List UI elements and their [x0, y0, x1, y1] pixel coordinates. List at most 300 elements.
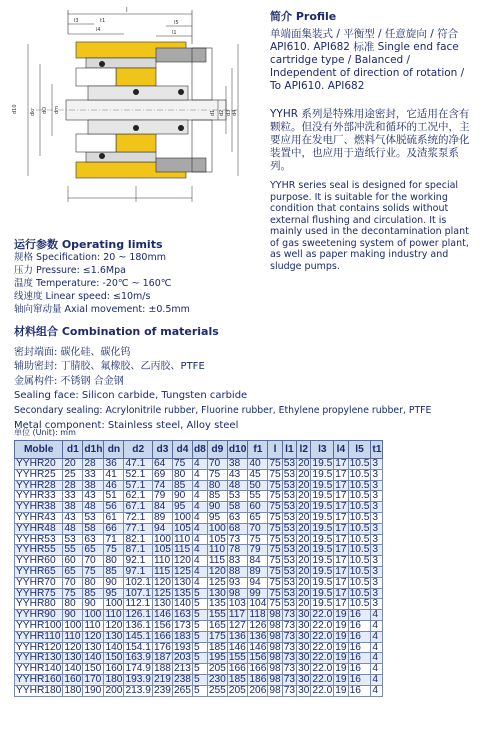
column-header: d1: [63, 441, 83, 459]
table-cell: 4: [371, 664, 383, 675]
table-cell: 10.5: [349, 565, 370, 577]
table-cell: 140: [83, 653, 104, 664]
table-cell: 45: [248, 469, 268, 480]
table-cell: YYHR28: [15, 480, 63, 491]
table-cell: 90: [104, 577, 124, 588]
table-cell: 200: [105, 684, 123, 696]
table-cell: 67.1: [124, 502, 153, 513]
table-cell: 140: [173, 598, 191, 610]
table-cell: 195: [208, 652, 226, 664]
table-cell: 105: [208, 533, 226, 545]
table-cell: 187: [153, 652, 171, 664]
table-cell: 75: [104, 545, 124, 556]
table-cell: 55: [63, 545, 83, 556]
dim-d3: d3: [226, 109, 232, 116]
table-cell: 53: [283, 598, 296, 610]
table-row: [15, 599, 383, 610]
limit-pressure: 压力 Pressure: ≤1.6Mpa: [14, 265, 126, 276]
table-cell: 65: [63, 566, 83, 577]
table-cell: 136: [249, 630, 267, 642]
table-cell: 19.5: [312, 501, 333, 513]
operating-limits: [14, 238, 190, 316]
table-cell: 105: [153, 544, 171, 556]
table-cell: 19.5: [312, 479, 333, 491]
table-cell: 17: [335, 533, 347, 545]
table-cell: 186: [249, 673, 267, 685]
table-cell: 58: [83, 523, 104, 534]
table-cell: 85: [207, 491, 227, 502]
table-cell: 110: [172, 534, 192, 545]
table-cell: 16: [348, 685, 371, 696]
table-cell: 255: [208, 684, 226, 696]
table-cell: 120: [153, 576, 171, 588]
table-cell: 193.9: [125, 673, 151, 685]
table-cell: 19: [335, 673, 347, 685]
table-cell: 73: [283, 609, 296, 621]
table-cell: 57.1: [124, 480, 153, 491]
table-cell: 63: [83, 534, 104, 545]
table-cell: 93: [227, 577, 248, 588]
dim-dm: dm: [54, 105, 60, 114]
table-cell: 19.5: [312, 511, 333, 523]
table-cell: 176: [153, 641, 171, 653]
table-cell: 4: [192, 556, 207, 567]
table-cell: 4: [192, 545, 207, 556]
limit-speed: 线速度 Linear speed: ≤10m/s: [14, 291, 151, 302]
table-cell: 175: [208, 630, 226, 642]
table-row: [15, 523, 383, 534]
column-header: l: [268, 441, 282, 459]
table-cell: 70: [83, 556, 104, 567]
table-cell: 10.5: [349, 555, 370, 567]
table-cell: 98: [269, 609, 281, 621]
table-cell: 115: [207, 556, 227, 567]
table-cell: 53: [283, 555, 296, 567]
table-cell: 155: [208, 609, 226, 621]
table-cell: 94: [152, 523, 172, 534]
table-cell: 265: [173, 684, 191, 696]
table-cell: 110: [63, 631, 83, 642]
dim-l5: l5: [174, 20, 179, 26]
limit-axial: 轴向窜动量 Axial movement: ±0.5mm: [14, 304, 190, 315]
table-cell: 30: [298, 641, 310, 653]
table-cell: YYHR38: [15, 502, 63, 513]
table-cell: 16: [348, 631, 371, 642]
table-cell: 22.0: [312, 684, 333, 696]
table-cell: 19: [335, 641, 347, 653]
table-cell: 43: [63, 512, 83, 523]
table-cell: 5: [192, 599, 207, 610]
dim-d1: d1: [210, 109, 216, 116]
profile-title: 简介 Profile: [270, 10, 337, 23]
table-cell: 80: [63, 599, 83, 610]
table-cell: 3: [371, 534, 383, 545]
column-header: f1: [248, 441, 268, 459]
table-row: [15, 534, 383, 545]
table-cell: 125: [208, 576, 226, 588]
table-cell: 160: [105, 663, 123, 675]
table-cell: 120: [64, 641, 82, 653]
table-cell: 98: [269, 652, 281, 664]
table-cell: 4: [371, 631, 383, 642]
table-cell: 73: [283, 630, 296, 642]
table-cell: 16: [348, 674, 371, 685]
table-cell: 16: [348, 664, 371, 675]
table-cell: 75: [248, 534, 268, 545]
table-cell: 239: [153, 684, 171, 696]
table-row: [15, 610, 383, 621]
material-line: 金属构件: 不锈钢 合金钢: [14, 375, 124, 387]
table-cell: 3: [371, 491, 383, 502]
table-cell: 173: [173, 619, 191, 631]
table-cell: 36: [104, 459, 124, 470]
dim-d4: d4: [232, 109, 238, 116]
seal-cross-section-drawing: [6, 4, 242, 216]
table-cell: 17: [335, 544, 347, 556]
materials: [14, 325, 431, 433]
table-cell: 4: [192, 512, 207, 523]
table-cell: 127: [227, 620, 248, 631]
table-cell: 22.0: [312, 609, 333, 621]
table-cell: 160: [64, 673, 82, 685]
table-cell: 61: [104, 512, 124, 523]
table-cell: 20: [298, 533, 310, 545]
table-cell: 88: [227, 566, 248, 577]
table-cell: 75: [83, 566, 104, 577]
table-cell: 90: [172, 491, 192, 502]
table-cell: 185: [227, 674, 248, 685]
table-cell: 102.1: [125, 576, 151, 588]
table-cell: 28: [63, 480, 83, 491]
table-cell: 17: [335, 501, 347, 513]
table-row: [15, 491, 383, 502]
table-cell: 70: [63, 577, 83, 588]
table-cell: 4: [192, 469, 207, 480]
material-line: Secondary sealing: Acrylonitrile rubber, Fluorine rubber, Ethylene propylene rubber, PTFE: [14, 404, 432, 416]
table-cell: 80: [172, 469, 192, 480]
table-cell: 92.1: [124, 556, 153, 567]
table-cell: 56: [104, 502, 124, 513]
table-cell: 75: [269, 533, 281, 545]
table-row: [15, 566, 383, 577]
table-cell: 75: [269, 501, 281, 513]
table-cell: 117: [227, 610, 248, 621]
table-header-row: [15, 441, 383, 459]
table-cell: 19.5: [312, 555, 333, 567]
table-cell: YYHR48: [15, 523, 63, 534]
table-row: [15, 631, 383, 642]
table-cell: 73: [283, 652, 296, 664]
table-cell: 53: [283, 511, 296, 523]
table-cell: 150: [105, 652, 123, 664]
table-cell: 75: [269, 479, 281, 491]
table-cell: 180: [64, 684, 82, 696]
table-cell: 77.1: [124, 523, 153, 534]
table-cell: 10.5: [349, 468, 370, 480]
table-cell: 16: [348, 610, 371, 621]
table-cell: 95: [207, 512, 227, 523]
table-cell: 17: [335, 479, 347, 491]
table-cell: 10.5: [349, 511, 370, 523]
table-cell: 130: [208, 587, 226, 599]
table-cell: 213: [173, 663, 191, 675]
table-cell: 230: [208, 673, 226, 685]
table-cell: 20: [63, 459, 83, 470]
description-en: YYHR series seal is designed for special purpose. It is suitable for the working condition that contains solids without external flushing and circulation. It is mainly used in the decontamination plant of gas sweetening system of power plant, as well as paper making industry and sludge pumps.: [270, 180, 469, 272]
table-cell: 16: [348, 642, 371, 653]
table-cell: 10.5: [349, 479, 370, 491]
table-cell: 19: [335, 663, 347, 675]
table-cell: 19.5: [312, 533, 333, 545]
table-cell: 53: [63, 534, 83, 545]
table-cell: YYHR60: [15, 556, 63, 567]
table-cell: 4: [371, 642, 383, 653]
table-cell: 166: [153, 630, 171, 642]
table-cell: 5: [192, 674, 207, 685]
table-cell: 5: [192, 610, 207, 621]
table-cell: 154.1: [125, 641, 151, 653]
table-cell: 146: [249, 641, 267, 653]
table-cell: 130: [64, 652, 82, 664]
table-cell: 10.5: [349, 501, 370, 513]
table-row: [15, 588, 383, 599]
table-cell: 193: [173, 641, 191, 653]
table-cell: 213.9: [125, 684, 151, 696]
table-cell: 22.0: [312, 673, 333, 685]
table-cell: 71: [104, 534, 124, 545]
table-cell: 118: [248, 610, 268, 621]
table-cell: 53: [283, 479, 296, 491]
table-cell: 103: [227, 599, 248, 610]
table-cell: 85: [104, 566, 124, 577]
table-cell: 10.5: [349, 490, 370, 502]
table-row: [15, 674, 383, 685]
table-cell: 28: [83, 459, 104, 470]
table-cell: 75: [269, 522, 281, 534]
table-cell: 75: [269, 565, 281, 577]
dim-dkr: dkr: [30, 107, 36, 116]
table-row: [15, 685, 383, 696]
table-cell: 136.1: [125, 619, 151, 631]
materials-title: 材料组合 Combination of materials: [14, 325, 219, 338]
table-cell: 51: [104, 491, 124, 502]
table-cell: 120: [105, 619, 123, 631]
table-cell: 125: [153, 587, 171, 599]
table-cell: 98: [269, 619, 281, 631]
table-cell: 20: [298, 522, 310, 534]
table-cell: 22.0: [312, 663, 333, 675]
table-cell: 22.0: [312, 641, 333, 653]
table-cell: 80: [83, 577, 104, 588]
table-cell: 62.1: [124, 491, 153, 502]
table-cell: 98: [269, 673, 281, 685]
table-cell: 19.5: [312, 490, 333, 502]
table-cell: 75: [269, 490, 281, 502]
table-cell: 163.9: [125, 652, 151, 664]
table-cell: 180: [105, 673, 123, 685]
table-cell: 80: [104, 556, 124, 567]
table-cell: YYHR160: [16, 673, 62, 685]
table-cell: 110: [104, 610, 124, 621]
table-row: [15, 469, 383, 480]
table-cell: 82.1: [124, 534, 153, 545]
table-cell: 68: [227, 523, 248, 534]
table-cell: 105: [173, 522, 191, 534]
table-cell: 38: [63, 502, 83, 513]
column-header: d9: [207, 441, 227, 459]
table-row: [15, 620, 383, 631]
table-cell: 10.5: [349, 544, 370, 556]
table-cell: YYHR25: [15, 469, 63, 480]
table-cell: 5: [192, 653, 207, 664]
table-cell: YYHR75: [15, 588, 63, 599]
table-cell: 203: [173, 652, 191, 664]
table-cell: 52.1: [124, 469, 153, 480]
table-cell: 4: [371, 620, 383, 631]
table-cell: YYHR53: [15, 534, 63, 545]
table-cell: 30: [298, 619, 310, 631]
table-cell: 30: [298, 630, 310, 642]
table-cell: 17: [335, 522, 347, 534]
table-cell: 73: [283, 619, 296, 631]
table-cell: 17: [335, 511, 347, 523]
table-cell: 17: [335, 587, 347, 599]
table-cell: 43: [83, 491, 104, 502]
table-cell: 3: [371, 480, 383, 491]
table-cell: YYHR180: [16, 684, 62, 696]
table-cell: 98: [269, 663, 281, 675]
table-cell: 53: [283, 522, 296, 534]
dim-d10: d10: [12, 104, 18, 114]
table-cell: 75: [207, 469, 227, 480]
table-cell: 19.5: [312, 587, 333, 599]
table-cell: 4: [371, 610, 383, 621]
column-header: d10: [227, 441, 248, 459]
table-cell: YYHR130: [16, 652, 62, 664]
table-cell: 19.5: [312, 565, 333, 577]
table-cell: 130: [173, 576, 191, 588]
table-cell: 115: [172, 545, 192, 556]
table-row: [15, 642, 383, 653]
table-cell: 150: [83, 664, 104, 675]
table-cell: 135: [173, 587, 191, 599]
material-line: 辅助密封: 丁腈胶、氟橡胶、乙丙胶、PTFE: [14, 361, 205, 373]
table-cell: 75: [269, 598, 281, 610]
table-cell: 53: [283, 587, 296, 599]
table-cell: 100: [173, 511, 191, 523]
table-cell: YYHR120: [16, 641, 62, 653]
table-cell: 130: [105, 630, 123, 642]
table-cell: 78: [227, 545, 248, 556]
table-cell: 17: [335, 458, 347, 469]
table-cell: 65: [248, 512, 268, 523]
table-cell: 120: [83, 631, 104, 642]
table-cell: 73: [283, 684, 296, 696]
table-row: [15, 512, 383, 523]
table-cell: 170: [83, 674, 104, 685]
table-cell: 65: [83, 545, 104, 556]
table-cell: 95: [172, 502, 192, 513]
table-cell: 95: [104, 588, 124, 599]
table-cell: YYHR20: [15, 459, 63, 470]
table-cell: 33: [83, 469, 104, 480]
table-cell: 19: [335, 684, 347, 696]
table-cell: 156: [249, 652, 267, 664]
table-cell: 98: [269, 684, 281, 696]
dim-t1: t1: [100, 18, 106, 24]
table-cell: 33: [63, 491, 83, 502]
table-cell: YYHR80: [15, 599, 63, 610]
table-cell: 53: [283, 468, 296, 480]
table-cell: 30: [298, 652, 310, 664]
table-cell: 16: [348, 620, 371, 631]
table-cell: 20: [298, 587, 310, 599]
table-cell: 107.1: [125, 587, 151, 599]
table-cell: 87.1: [124, 545, 153, 556]
table-cell: 165: [208, 619, 226, 631]
table-cell: 20: [298, 479, 310, 491]
table-cell: 19: [335, 630, 347, 642]
table-cell: 146: [153, 609, 171, 621]
column-header: d3: [152, 441, 172, 459]
table-cell: 69: [152, 469, 172, 480]
table-cell: YYHR55: [15, 545, 63, 556]
table-cell: 64: [152, 459, 172, 470]
table-cell: 75: [269, 468, 281, 480]
table-cell: 130: [153, 598, 171, 610]
table-cell: 19.5: [312, 468, 333, 480]
table-cell: 3: [371, 512, 383, 523]
table-cell: 43: [227, 469, 248, 480]
table-cell: 100: [153, 533, 171, 545]
table-cell: 4: [192, 566, 207, 577]
table-cell: 79: [152, 491, 172, 502]
table-cell: 135: [208, 598, 226, 610]
table-cell: 19.5: [312, 458, 333, 469]
table-cell: 10.5: [349, 522, 370, 534]
table-cell: YYHR70: [15, 577, 63, 588]
table-cell: 75: [172, 459, 192, 470]
table-cell: 17: [335, 490, 347, 502]
table-cell: 75: [269, 458, 281, 469]
table-cell: 38: [227, 459, 248, 470]
table-cell: 136: [227, 631, 248, 642]
table-cell: 20: [298, 458, 310, 469]
dim-l1: l1: [172, 30, 177, 36]
table-cell: 104: [249, 598, 267, 610]
column-header: l2: [297, 441, 311, 459]
table-cell: 17: [335, 576, 347, 588]
table-cell: 30: [298, 684, 310, 696]
column-header: d4: [172, 441, 192, 459]
table-cell: 89: [248, 566, 268, 577]
table-cell: 19.5: [312, 576, 333, 588]
table-cell: 125: [173, 565, 191, 577]
table-cell: 3: [371, 523, 383, 534]
table-cell: 53: [283, 458, 296, 469]
table-cell: 70: [248, 523, 268, 534]
table-cell: 22.0: [312, 652, 333, 664]
table-cell: 53: [83, 512, 104, 523]
table-cell: 90: [207, 502, 227, 513]
table-cell: 156: [153, 619, 171, 631]
table-cell: 53: [283, 565, 296, 577]
profile-text: 单端面集装式 / 平衡型 / 任意旋向 / 符合 API610. API682 标准 Single end face cartridge type / Balanced / Independent of direction of rotation / To API610. API682: [270, 28, 465, 92]
table-cell: YYHR65: [15, 566, 63, 577]
table-cell: 120: [208, 565, 226, 577]
table-cell: 126: [249, 619, 267, 631]
table-cell: 140: [64, 663, 82, 675]
